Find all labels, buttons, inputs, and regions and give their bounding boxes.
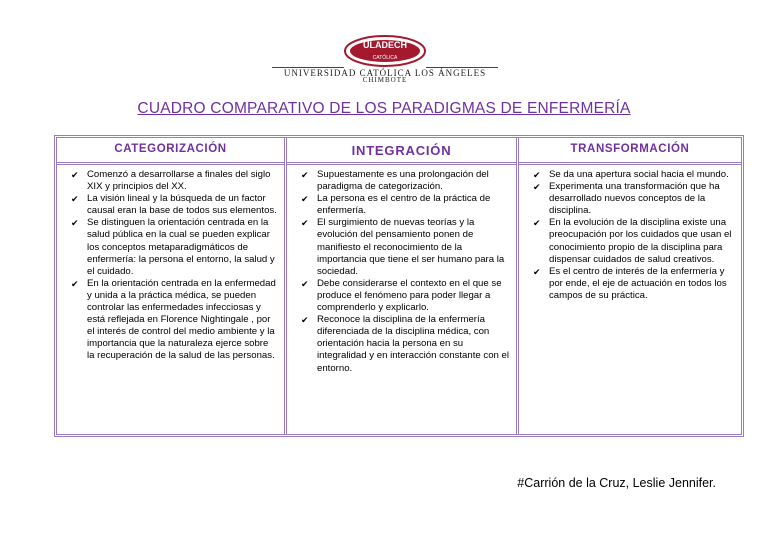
list-item (71, 169, 278, 193)
list-item-text: El surgimiento de nuevas teorías y la evolución del pensamiento ponen de manifiesto el reconocimiento de la importancia que tiene el ser humano para la sociedad. (317, 217, 505, 277)
logo-badge-text: ULADECH (363, 40, 407, 50)
check-icon: ✔ (533, 182, 541, 193)
list-item-text: En la orientación centrada en la enfermedad y unida a la práctica médica, se pueden controlar las enfermedades infecciosas y está reflejada en Florence Nightingale , por el interés de control del medio ambiente y la importancia que la naturaleza ejerce sobre la recuperación de la salud de las personas. (87, 277, 276, 362)
comparison-table (54, 135, 744, 437)
check-icon: ✔ (533, 170, 541, 180)
check-icon: ✔ (71, 194, 79, 205)
check-icon: ✔ (71, 218, 79, 229)
list-item-text: La visión lineal y la búsqueda de un factor causal eran la base de todos sus elementos. (87, 193, 277, 217)
column-header-label: INTEGRACIÓN (351, 143, 452, 158)
column-integracion (284, 138, 516, 434)
item-list (301, 169, 510, 375)
list-item-text: Es el centro de interés de la enfermería y por ende, el eje de actuación en todos los campos de su práctica. (549, 265, 727, 301)
item-list (533, 169, 735, 302)
page-title: CUADRO COMPARATIVO DE LOS PARADIGMAS DE ENFERMERÍA (137, 100, 631, 117)
list-item-text: Supuestamente es una prolongación del paradigma de categorización. (317, 169, 489, 193)
check-icon: ✔ (71, 170, 79, 180)
list-item (533, 169, 735, 181)
check-icon: ✔ (533, 218, 541, 229)
list-item (301, 314, 510, 374)
list-item-text: Reconoce la disciplina de la enfermería diferenciada de la disciplina médica, con orientación hacia la persona en su integralidad y en interacción constante con el entorno. (317, 314, 509, 374)
list-item (533, 266, 735, 302)
list-item (301, 193, 510, 217)
list-item-text: Experimenta una transformación que ha desarrollado nuevos conceptos de la disciplina. (549, 181, 720, 217)
list-item (71, 217, 278, 277)
list-item (533, 181, 735, 217)
list-item (71, 193, 278, 217)
list-item (533, 217, 735, 265)
list-item-text: Comenzó a desarrollarse a finales del siglo XIX y principios del XX. (87, 169, 271, 193)
university-logo (272, 30, 498, 86)
column-header (57, 138, 284, 165)
uladech-badge (272, 30, 498, 68)
check-icon: ✔ (71, 278, 79, 289)
list-item-text: Debe considerarse el contexto en el que se produce el fenómeno para poder llegar a comprenderlo y explicarlo. (317, 277, 502, 314)
check-icon: ✔ (533, 266, 541, 277)
list-item (301, 217, 510, 277)
column-header-label: CATEGORIZACIÓN (114, 143, 227, 155)
list-item (301, 169, 510, 193)
list-item-text: Se da una apertura social hacia el mundo. (549, 169, 729, 180)
logo-badge-subtext: CATÓLICA (372, 55, 398, 61)
column-header-label: TRANSFORMACIÓN (570, 143, 690, 155)
check-icon: ✔ (301, 278, 309, 289)
column-header (287, 138, 516, 165)
column-categorizacion (57, 138, 284, 434)
logo-university-name: UNIVERSIDAD CATÓLICA LOS ÁNGELES (283, 68, 487, 78)
check-icon: ✔ (301, 315, 309, 326)
list-item-text: Se distinguen la orientación centrada en la salud pública en la cual se pueden explicar los conceptos metaparadigmáticos de enfermería: la persona el entorno, la salud y el cuidado. (87, 217, 275, 277)
list-item-text: En la evolución de la disciplina existe una preocupación por los cuidados que usan el conocimiento propio de la disciplina para dispensar cuidados de salud creativos. (549, 217, 732, 265)
author-credit: #Carrión de la Cruz, Leslie Jennifer. (517, 476, 716, 490)
logo-city: CHIMBOTE (362, 76, 408, 84)
check-icon: ✔ (301, 194, 309, 205)
item-list (71, 169, 278, 363)
check-icon: ✔ (301, 170, 309, 180)
column-transformacion (516, 138, 741, 434)
list-item (301, 278, 510, 314)
column-header (519, 138, 741, 165)
list-item (71, 278, 278, 363)
check-icon: ✔ (301, 218, 309, 229)
list-item-text: La persona es el centro de la práctica de enfermería. (317, 193, 491, 217)
